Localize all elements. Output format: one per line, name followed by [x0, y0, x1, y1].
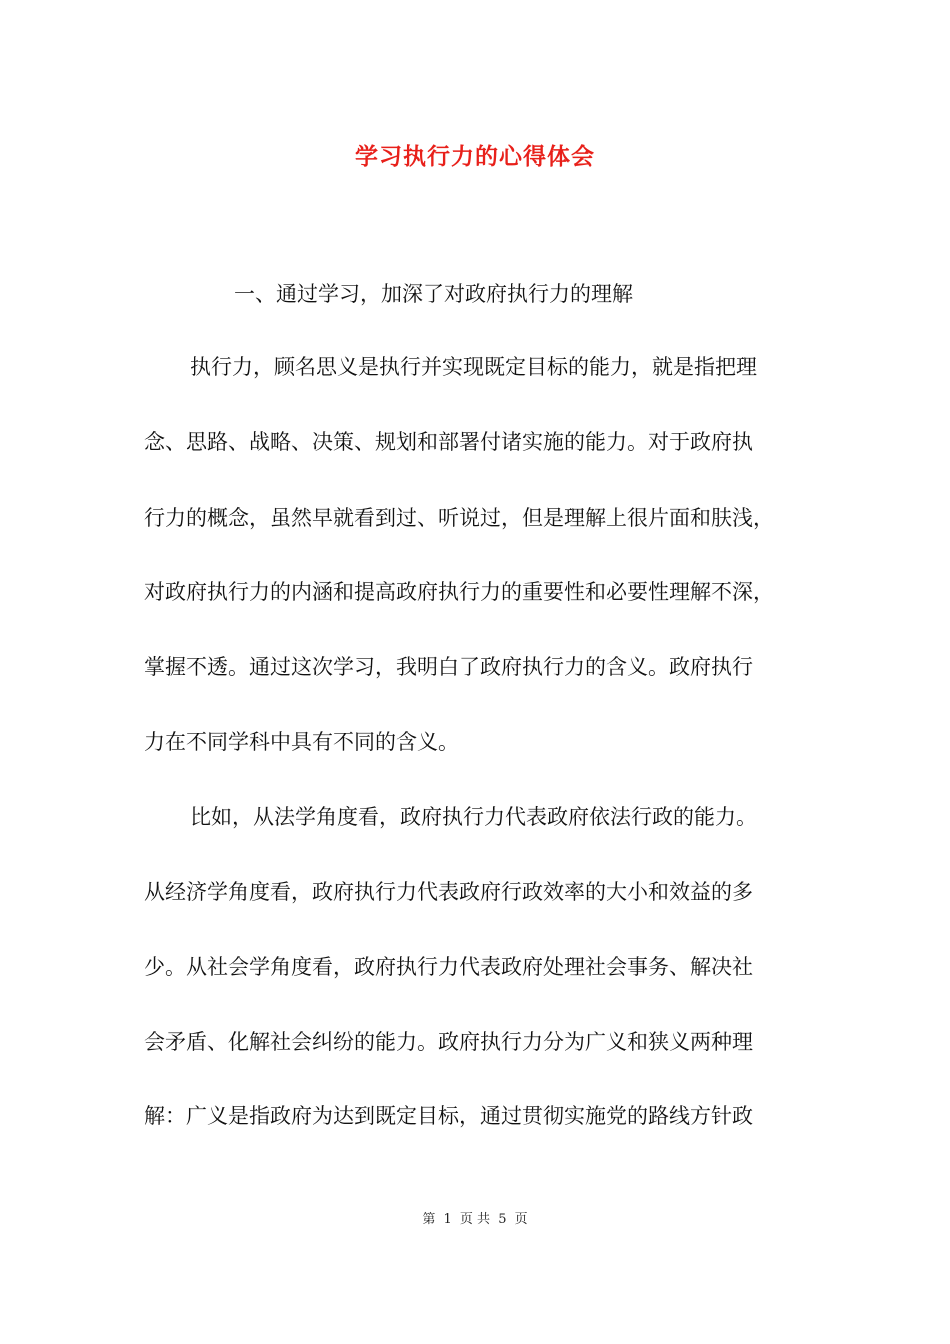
paragraph-line: 比如，从法学角度看，政府执行力代表政府依法行政的能力。	[190, 805, 757, 829]
footer-total-pages: 5	[498, 1212, 507, 1227]
paragraph-line: 少。从社会学角度看，政府执行力代表政府处理社会事务、解决社	[144, 955, 753, 979]
footer-page-number: 1	[443, 1212, 452, 1227]
paragraph-line: 执行力，顾名思义是执行并实现既定目标的能力，就是指把理	[190, 355, 757, 379]
paragraph-line: 念、思路、战略、决策、规划和部署付诸实施的能力。对于政府执	[144, 430, 753, 454]
paragraph-line: 行力的概念，虽然早就看到过、听说过，但是理解上很片面和肤浅，	[144, 506, 774, 530]
footer-middle: 页 共	[459, 1212, 491, 1227]
section-heading: 一、通过学习，加深了对政府执行力的理解	[234, 282, 633, 306]
document-title: 学习执行力的心得体会	[355, 143, 595, 170]
paragraph-line: 会矛盾、化解社会纠纷的能力。政府执行力分为广义和狭义两种理	[144, 1030, 753, 1054]
paragraph-line: 对政府执行力的内涵和提高政府执行力的重要性和必要性理解不深，	[144, 580, 774, 604]
paragraph-line: 从经济学角度看，政府执行力代表政府行政效率的大小和效益的多	[144, 880, 753, 904]
paragraph-line: 解：广义是指政府为达到既定目标，通过贯彻实施党的路线方针政	[144, 1104, 753, 1128]
footer-suffix: 页	[514, 1212, 528, 1227]
paragraph-line: 掌握不透。通过这次学习，我明白了政府执行力的含义。政府执行	[144, 655, 753, 679]
page-footer	[0, 1208, 950, 1227]
paragraph-line: 力在不同学科中具有不同的含义。	[144, 730, 459, 754]
footer-prefix: 第	[422, 1212, 436, 1227]
